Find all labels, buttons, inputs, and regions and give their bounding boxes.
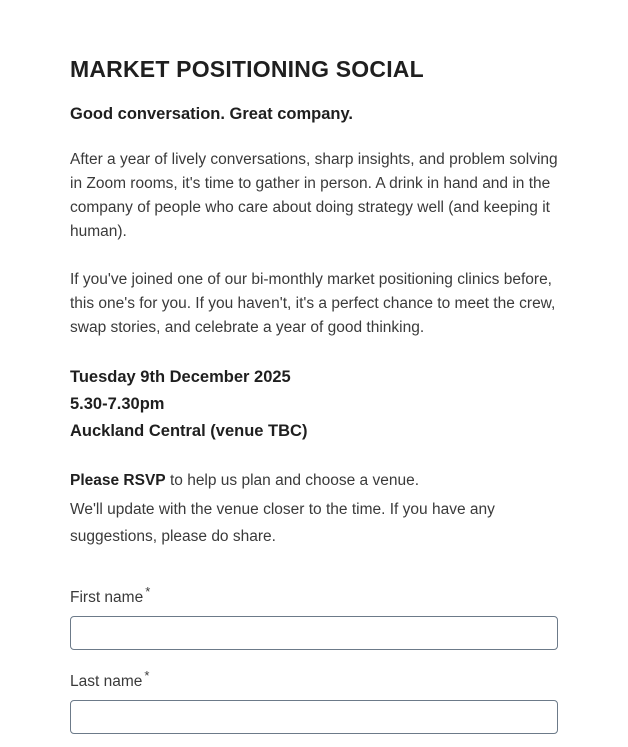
last-name-label-text: Last name — [70, 673, 143, 691]
last-name-label — [70, 668, 558, 691]
rsvp-text: to help us plan and choose a venue. — [165, 471, 420, 489]
last-name-input[interactable] — [70, 700, 558, 734]
event-time: 5.30-7.30pm — [70, 394, 165, 413]
rsvp-line — [70, 469, 558, 493]
page-title: MARKET POSITIONING SOCIAL — [70, 56, 424, 82]
first-name-label-text: First name — [70, 589, 144, 607]
event-date: Tuesday 9th December 2025 — [70, 367, 291, 386]
rsvp-form — [70, 584, 558, 734]
closing-note: We'll update with the venue closer to the time. If you have any suggestions, please do share. — [70, 500, 495, 545]
body-paragraph-2: If you've joined one of our bi-monthly market positioning clinics before, this one's for you. If you haven't, it's a perfect chance to meet the crew, swap stories, and celebrate a year of good thinking. — [70, 270, 556, 336]
tagline: Good conversation. Great company. — [70, 105, 354, 124]
field-last-name — [70, 668, 558, 734]
rsvp-label: Please RSVP — [70, 471, 166, 489]
required-marker: * — [144, 668, 150, 684]
event-location: Auckland Central (venue TBC) — [70, 421, 308, 440]
first-name-input[interactable] — [70, 616, 558, 650]
event-details — [70, 364, 558, 445]
field-first-name — [70, 584, 558, 650]
body-paragraph-1: After a year of lively conversations, sharp insights, and problem solving in Zoom rooms, it's time to gather in person. A drink in hand and in the company of people who care about doing strategy well (and keeping it human). — [70, 150, 558, 240]
required-marker: * — [145, 583, 151, 599]
first-name-label — [70, 584, 558, 607]
